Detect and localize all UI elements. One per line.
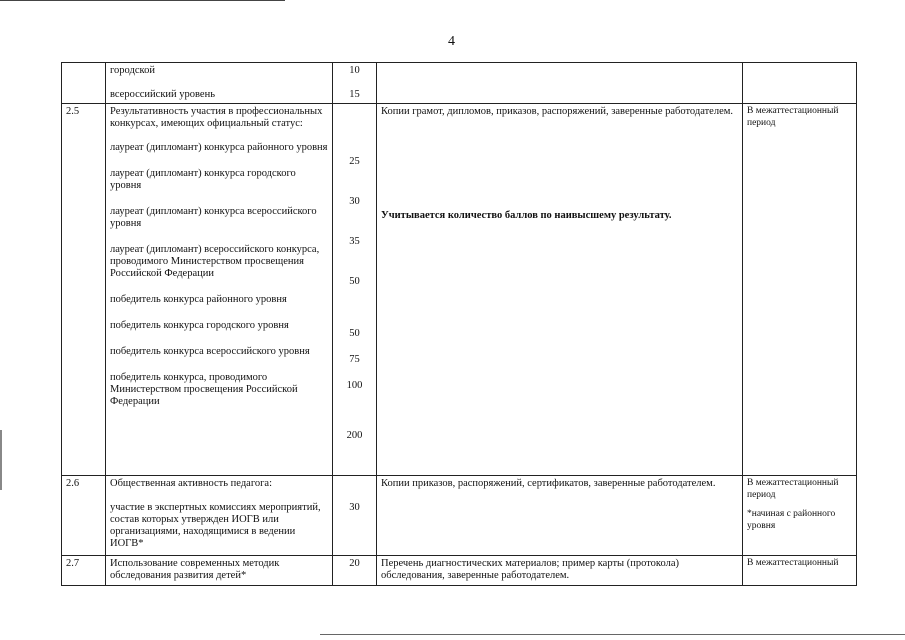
points-value: 200 <box>346 430 363 441</box>
documents-cell <box>377 104 743 476</box>
points-value: 30 <box>349 196 360 207</box>
points-value: 35 <box>349 236 360 247</box>
criterion-cell <box>106 63 333 104</box>
points-cell <box>333 476 377 556</box>
documents-cell <box>377 556 743 586</box>
criterion-item: всероссийский уровень <box>110 89 216 100</box>
points-value: 50 <box>349 328 360 339</box>
criterion-title: Результативность участия в профессиональных конкурсах, имеющих официальный статус: <box>110 106 323 129</box>
documents-text: Перечень диагностических материалов; пример карты (протокола) обследования, заверенные работодателем. <box>381 558 679 581</box>
period-cell <box>743 63 857 104</box>
documents-text: Копии приказов, распоряжений, сертификатов, заверенные работодателем. <box>381 478 716 489</box>
criterion-item: победитель конкурса городского уровня <box>110 320 289 331</box>
criterion-title: Использование современных методик обследования развития детей* <box>110 558 280 581</box>
row-number-cell <box>62 63 106 104</box>
documents-cell <box>377 63 743 104</box>
points-value: 75 <box>349 354 360 365</box>
period-cell <box>743 556 857 586</box>
criterion-cell <box>106 556 333 586</box>
criterion-cell <box>106 104 333 476</box>
points-value: 50 <box>349 276 360 287</box>
period-text: В межаттестационный период <box>747 478 839 500</box>
top-rule <box>0 0 285 1</box>
criterion-item: участие в экспертных комиссиях мероприятий, состав которых утвержден ИОГВ или организациями, находящимися в ведении ИОГВ* <box>110 502 321 549</box>
criterion-item: городской <box>110 65 155 76</box>
bottom-rule <box>320 634 905 635</box>
period-note: *начиная с районного уровня <box>747 509 836 531</box>
criterion-item: лауреат (дипломант) конкурса городского уровня <box>110 168 296 191</box>
row-number: 2.6 <box>62 476 106 556</box>
period-text: В межаттестационный период <box>747 106 839 128</box>
points-value: 100 <box>346 380 363 391</box>
table-row-2-6 <box>62 476 857 556</box>
criterion-item: лауреат (дипломант) конкурса всероссийского уровня <box>110 206 317 229</box>
points-value: 30 <box>349 502 360 513</box>
criterion-item: лауреат (дипломант) конкурса районного уровня <box>110 142 328 153</box>
criterion-title: Общественная активность педагога: <box>110 478 272 489</box>
criteria-table <box>61 62 857 586</box>
row-number: 2.5 <box>62 104 106 476</box>
criterion-cell <box>106 476 333 556</box>
period-cell <box>743 104 857 476</box>
criterion-item: победитель конкурса районного уровня <box>110 294 287 305</box>
period-text: В межаттестационный <box>747 558 839 568</box>
table-row-continuation <box>62 63 857 104</box>
points-cell <box>333 556 377 586</box>
page-number: 4 <box>448 34 455 49</box>
criterion-item: победитель конкурса всероссийского уровня <box>110 346 310 357</box>
points-value: 25 <box>349 156 360 167</box>
points-value: 15 <box>349 89 360 100</box>
criterion-item: лауреат (дипломант) всероссийского конкурса, проводимого Министерством просвещения Российской Федерации <box>110 244 320 279</box>
points-value: 20 <box>349 558 360 569</box>
table-row-2-5 <box>62 104 857 476</box>
points-value: 10 <box>349 65 360 76</box>
criterion-item: победитель конкурса, проводимого Министерством просвещения Российской Федерации <box>110 372 298 407</box>
scan-edge-mark <box>0 430 2 490</box>
documents-text: Копии грамот, дипломов, приказов, распоряжений, заверенные работодателем. <box>381 106 734 117</box>
table-row-2-7 <box>62 556 857 586</box>
points-cell <box>333 63 377 104</box>
row-number: 2.7 <box>62 556 106 586</box>
period-cell <box>743 476 857 556</box>
scoring-note: Учитывается количество баллов по наивысшему результату. <box>381 210 672 221</box>
points-cell <box>333 104 377 476</box>
documents-cell <box>377 476 743 556</box>
